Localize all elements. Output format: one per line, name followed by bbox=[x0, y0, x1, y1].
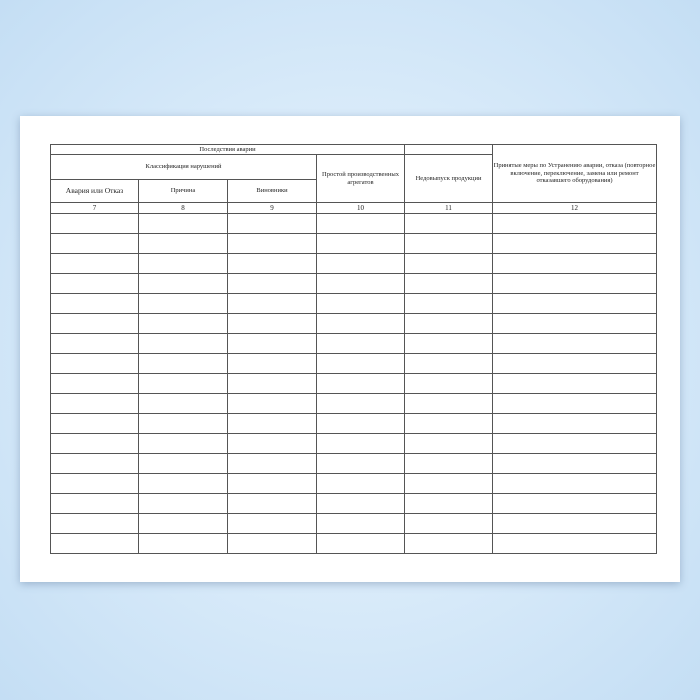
table-row bbox=[51, 474, 657, 494]
culprits-header: Виновники bbox=[228, 180, 317, 203]
column-number: 8 bbox=[139, 203, 228, 214]
table-cell bbox=[493, 334, 657, 354]
empty-header-cell bbox=[405, 145, 493, 155]
table-cell bbox=[139, 294, 228, 314]
table-cell bbox=[493, 514, 657, 534]
table-cell bbox=[405, 234, 493, 254]
table-cell bbox=[493, 494, 657, 514]
table-row bbox=[51, 354, 657, 374]
table-cell bbox=[405, 494, 493, 514]
table-row bbox=[51, 414, 657, 434]
table-cell bbox=[317, 274, 405, 294]
table-cell bbox=[139, 314, 228, 334]
table-cell bbox=[51, 514, 139, 534]
table-row bbox=[51, 274, 657, 294]
table-cell bbox=[317, 534, 405, 554]
table-cell bbox=[317, 474, 405, 494]
table-cell bbox=[493, 434, 657, 454]
table-cell bbox=[139, 214, 228, 234]
table-row bbox=[51, 434, 657, 454]
table-cell bbox=[493, 414, 657, 434]
table-cell bbox=[139, 254, 228, 274]
table-row bbox=[51, 314, 657, 334]
table-cell bbox=[139, 494, 228, 514]
table-row bbox=[51, 254, 657, 274]
table-cell bbox=[51, 374, 139, 394]
table-cell bbox=[405, 314, 493, 334]
classification-header: Классификация нарушений bbox=[51, 155, 317, 180]
downtime-header: Простой производственных агрегатов bbox=[317, 155, 405, 203]
table-cell bbox=[317, 394, 405, 414]
table-row bbox=[51, 514, 657, 534]
table-cell bbox=[228, 234, 317, 254]
table-cell bbox=[228, 254, 317, 274]
table-row bbox=[51, 294, 657, 314]
table-cell bbox=[51, 454, 139, 474]
table-cell bbox=[228, 334, 317, 354]
accident-or-failure-header: Авария или Отказ bbox=[51, 180, 139, 203]
table-cell bbox=[228, 474, 317, 494]
table-cell bbox=[228, 394, 317, 414]
table-cell bbox=[317, 314, 405, 334]
incident-log-table bbox=[50, 144, 657, 554]
table-cell bbox=[405, 214, 493, 234]
shortfall-header: Недовыпуск продукции bbox=[405, 155, 493, 203]
table-cell bbox=[493, 394, 657, 414]
table-cell bbox=[405, 414, 493, 434]
table-cell bbox=[139, 274, 228, 294]
table-cell bbox=[51, 274, 139, 294]
table-cell bbox=[228, 454, 317, 474]
table-cell bbox=[51, 294, 139, 314]
column-number: 9 bbox=[228, 203, 317, 214]
table-cell bbox=[493, 214, 657, 234]
table-cell bbox=[493, 274, 657, 294]
table-cell bbox=[139, 434, 228, 454]
table-cell bbox=[228, 514, 317, 534]
table-cell bbox=[139, 394, 228, 414]
table-row bbox=[51, 234, 657, 254]
table-cell bbox=[228, 314, 317, 334]
table-cell bbox=[493, 454, 657, 474]
table-cell bbox=[139, 354, 228, 374]
table-cell bbox=[317, 494, 405, 514]
table-cell bbox=[228, 354, 317, 374]
table-row bbox=[51, 334, 657, 354]
column-number: 7 bbox=[51, 203, 139, 214]
table-cell bbox=[139, 374, 228, 394]
table-cell bbox=[228, 494, 317, 514]
table-cell bbox=[317, 214, 405, 234]
table-cell bbox=[493, 254, 657, 274]
table-cell bbox=[405, 454, 493, 474]
table-cell bbox=[405, 254, 493, 274]
consequences-header: Последствия аварии bbox=[51, 145, 405, 155]
table-cell bbox=[228, 414, 317, 434]
table-cell bbox=[51, 254, 139, 274]
table-cell bbox=[51, 334, 139, 354]
table-cell bbox=[139, 534, 228, 554]
table-row bbox=[51, 374, 657, 394]
measures-header: Принятые меры по Устранению аварии, отказа (повторное включение, переключение, замена или ремонт отказавшего оборудования) bbox=[493, 145, 657, 203]
table-cell bbox=[139, 234, 228, 254]
table-cell bbox=[228, 294, 317, 314]
header-row-1 bbox=[51, 145, 657, 155]
table-row bbox=[51, 454, 657, 474]
table-cell bbox=[405, 374, 493, 394]
table-row bbox=[51, 534, 657, 554]
table-cell bbox=[405, 334, 493, 354]
table-row bbox=[51, 494, 657, 514]
table-cell bbox=[51, 394, 139, 414]
table-cell bbox=[405, 274, 493, 294]
table-cell bbox=[405, 474, 493, 494]
table-cell bbox=[405, 354, 493, 374]
cause-header: Причина bbox=[139, 180, 228, 203]
column-number: 10 bbox=[317, 203, 405, 214]
table-cell bbox=[317, 234, 405, 254]
table-cell bbox=[228, 534, 317, 554]
table-cell bbox=[51, 434, 139, 454]
column-number-row bbox=[51, 203, 657, 214]
table-cell bbox=[493, 534, 657, 554]
table-cell bbox=[228, 214, 317, 234]
table-row bbox=[51, 214, 657, 234]
form-sheet bbox=[20, 116, 680, 582]
table-cell bbox=[493, 314, 657, 334]
table-cell bbox=[317, 434, 405, 454]
table-cell bbox=[493, 474, 657, 494]
table-cell bbox=[405, 394, 493, 414]
table-cell bbox=[317, 294, 405, 314]
table-cell bbox=[228, 274, 317, 294]
table-cell bbox=[493, 294, 657, 314]
table-cell bbox=[51, 234, 139, 254]
table-cell bbox=[139, 454, 228, 474]
table-cell bbox=[51, 474, 139, 494]
table-cell bbox=[493, 374, 657, 394]
column-number: 11 bbox=[405, 203, 493, 214]
table-cell bbox=[405, 514, 493, 534]
table-cell bbox=[317, 254, 405, 274]
column-number: 12 bbox=[493, 203, 657, 214]
table-cell bbox=[51, 414, 139, 434]
table-cell bbox=[405, 294, 493, 314]
table-cell bbox=[405, 434, 493, 454]
table-cell bbox=[51, 314, 139, 334]
table-cell bbox=[493, 234, 657, 254]
table-cell bbox=[51, 214, 139, 234]
table-cell bbox=[51, 354, 139, 374]
table-cell bbox=[317, 514, 405, 534]
table-cell bbox=[51, 494, 139, 514]
table-cell bbox=[317, 354, 405, 374]
table-cell bbox=[139, 474, 228, 494]
table-cell bbox=[228, 374, 317, 394]
table-cell bbox=[317, 334, 405, 354]
table-cell bbox=[317, 454, 405, 474]
table-cell bbox=[493, 354, 657, 374]
table-cell bbox=[139, 334, 228, 354]
table-cell bbox=[139, 414, 228, 434]
table-row bbox=[51, 394, 657, 414]
table-cell bbox=[228, 434, 317, 454]
table-cell bbox=[139, 514, 228, 534]
table-cell bbox=[317, 374, 405, 394]
table-cell bbox=[405, 534, 493, 554]
table-body bbox=[51, 214, 657, 554]
table-cell bbox=[317, 414, 405, 434]
table-cell bbox=[51, 534, 139, 554]
